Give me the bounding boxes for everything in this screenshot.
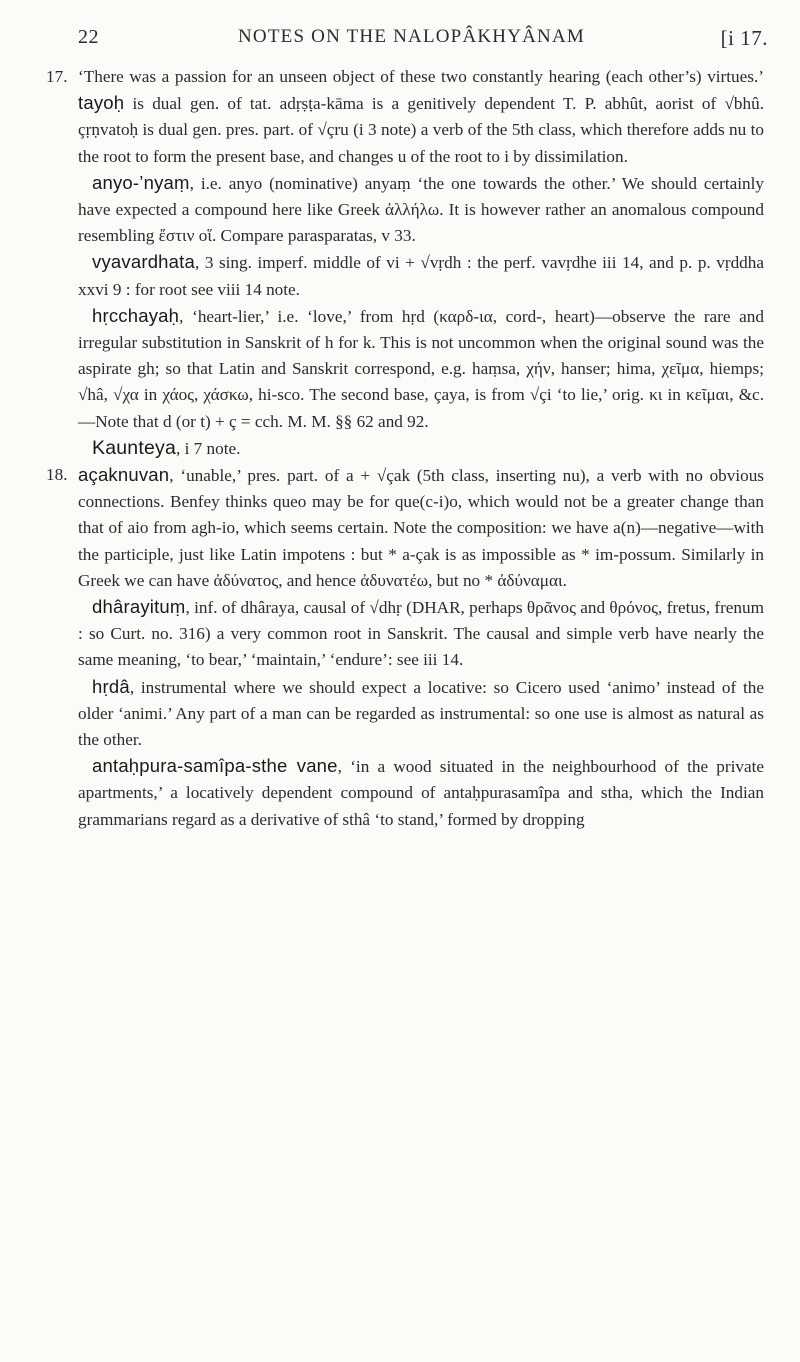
paragraph-text: , ‘unable,’ pres. part. of a + √çak (5th class, inserting nu), a verb with no obvious connections. Benfey thinks queo may be for que(c-i)o, which would not be a greater change than that of aio from agh-io, which seems certain. Note the composition: we have a(n)—negative—with the participle, just like Latin impotens : but * a-çak is as impossible as * im-possum. Similarly in Greek we can have ἀδύνατος, and hence ἀδυνατέω, but no * ἀδύναμαι. [78,466,764,590]
paragraph-text: , inf. of dhâraya, causal of √dhṛ (DHAR, perhaps θρᾶνος and θρόνος, fretus, frenum : so Curt. no. 316) a very common root in Sanskrit. The causal and simple verb have nearly the same meaning, ‘to bear,’ ‘maintain,’ ‘endure’: see iii 14. [78,598,764,670]
section-marker: [i 17. [720,26,768,50]
headword: açaknuvan [78,464,170,486]
note-paragraph [46,64,764,170]
note-paragraph [46,303,764,435]
headword: dhârayituṃ [92,596,186,618]
paragraph-text: ‘There was a passion for an unseen object of these two constantly hearing (each other’s) virtues.’ [78,67,764,86]
note-paragraph [46,170,764,250]
headword: Kaunteya [92,436,176,459]
note-entry-17 [46,64,764,462]
headword: tayoḥ [78,92,125,114]
running-title: NOTES ON THE NALOPÂKHYÂNAM [238,26,585,47]
headword: vyavardhata [92,251,195,273]
note-paragraph [46,249,764,302]
note-paragraph [46,594,764,674]
note-paragraph [46,462,764,594]
note-paragraph [46,435,764,462]
notes-body [46,64,764,833]
note-paragraph [46,753,764,833]
paragraph-text: , i.e. anyo (nominative) anyaṃ ‘the one towards the other.’ We should certainly have expected a compound here like Greek ἀλλήλω. It is however rather an anomalous compound resembling ἔστιν οἵ. Compare parasparatas, v 33. [78,173,764,246]
paragraph-text: , 3 sing. imperf. middle of vi + √vṛdh : the perf. vavṛdhe iii 14, and p. p. vṛddha xxvi 9 : for root see viii 14 note. [78,253,764,299]
paragraph-text: , ‘in a wood situated in the neighbourhood of the private apartments,’ a locatively dependent compound of antaḥpurasamîpa and stha, which the Indian grammarians regard as a derivative of sthâ ‘to stand,’ formed by dropping [78,757,765,829]
headword: hṛcchayaḥ [92,304,180,326]
running-head [78,26,768,56]
note-entry-18 [46,462,764,833]
entry-number: 18. [46,465,68,485]
note-paragraph [46,674,764,754]
headword: anyo-’nyaṃ [92,171,190,193]
paragraph-text: , instrumental where we should expect a locative: so Cicero used ‘animo’ instead of the older ‘animi.’ Any part of a man can be regarded as instrumental: so one use is almost as natural as the other. [78,677,764,750]
entry-number: 17. [46,67,68,86]
headword: hṛdâ [92,675,130,697]
paragraph-text: is dual gen. of tat. adṛṣṭa-kāma is a genitively dependent T. P. abhût, aorist of √bhû. çṛṇvatoḥ is dual gen. pres. part. of √çru (i 3 note) a verb of the 5th class, which therefore adds nu to the root to form the present base, and changes u of the root to i by dissimilation. [78,94,764,166]
headword: antaḥpura-samîpa-sthe vane [92,755,338,777]
page-number: 22 [78,26,99,48]
paragraph-text: , ‘heart-lier,’ i.e. ‘love,’ from hṛd (καρδ-ια, cord-, heart)—observe the rare and irregular substitution in Sanskrit of h for k. This is not uncommon when the original sound was the aspirate gh; so that Latin and Sanskrit correspond, e.g. haṃsa, χήν, hanser; hima, χεῖμα, hiemps; √hâ, √χα in χάος, χάσκω, hi-sco. The second base, çaya, is from √çi ‘to lie,’ orig. κι in κεῖμαι, &c.—Note that d (or t) + ç = cch. M. M. §§ 62 and 92. [78,306,764,431]
paragraph-text: , i 7 note. [176,438,241,458]
